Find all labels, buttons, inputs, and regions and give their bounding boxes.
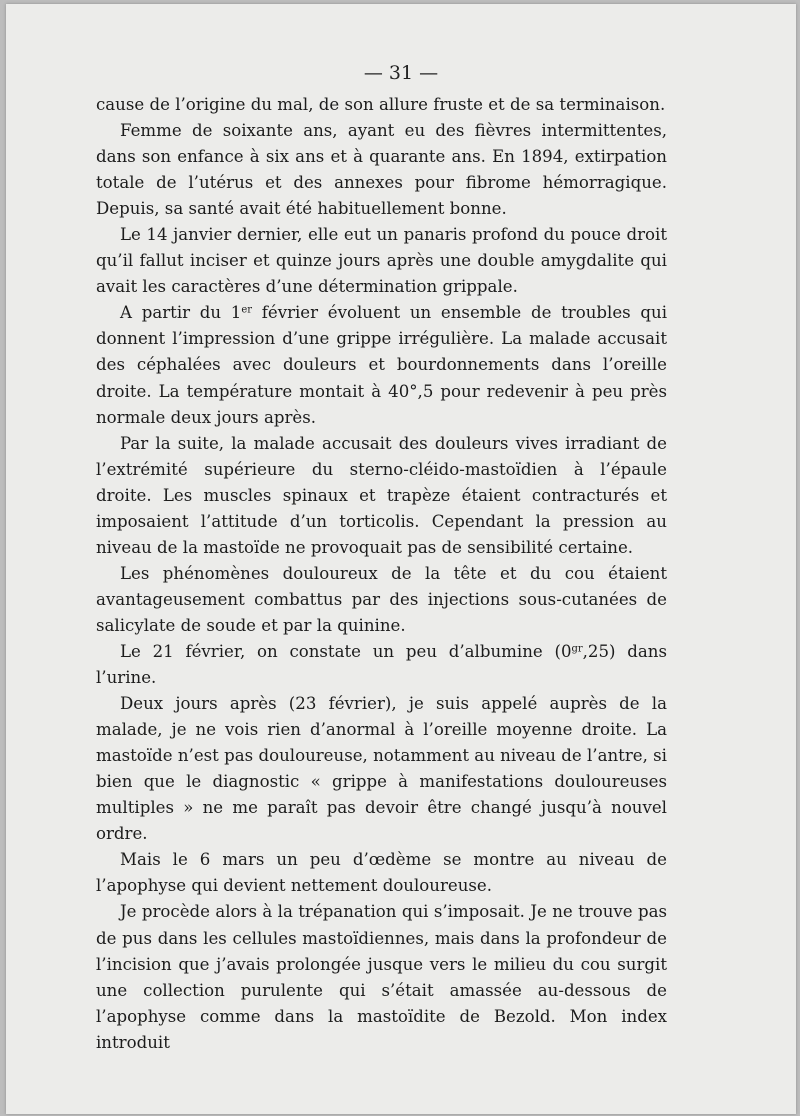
unit-superscript: gr	[571, 643, 583, 655]
paragraph-5: Par la suite, la malade accusait des douleurs vives irradiant de l’extrémité supérieure du sterno-cléido-mastoïdien à l’épaule droite. Les muscles spinaux et trapèze étaient contracturés et imposaient l’attitude d’un torticolis. Cependant la pression au niveau de la mastoïde ne provoquait pas de sensibilité certaine.	[96, 433, 667, 557]
ordinal-superscript: er	[241, 304, 253, 316]
paragraph-3: Le 14 janvier dernier, elle eut un panaris profond du pouce droit qu’il fallut inciser et quinze jours après une double amygdalite qui avait les caractères d’une détermination grippale.	[96, 225, 667, 297]
paragraph-4-after: février évoluent un ensemble de troubles qui donnent l’impression d’une grippe irrégulière. La malade accusait des céphalées avec douleurs et bourdonnements dans l’oreille droite. La température montait à 40°,5 pour redevenir à peu près normale deux jours après.	[96, 303, 667, 427]
paragraph-1: cause de l’origine du mal, de son allure fruste et de sa terminaison.	[96, 95, 666, 114]
paragraph-8: Deux jours après (23 février), je suis appelé auprès de la malade, je ne vois rien d’anormal à l’oreille moyenne droite. La mastoïde n’est pas douloureuse, notamment au niveau de l’antre, si bien que le diagnostic « grippe à manifestations douloureuses multiples » ne me paraît pas devoir être changé jusqu’à nouvel ordre.	[96, 694, 667, 844]
page-number: — 31 —	[363, 62, 439, 84]
paragraph-9: Mais le 6 mars un peu d’œdème se montre au niveau de l’apophyse qui devient nettement douloureuse.	[96, 850, 667, 896]
paragraph-4	[96, 300, 667, 430]
paragraph-2: Femme de soixante ans, ayant eu des fièvres intermittentes, dans son enfance à six ans et à quarante ans. En 1894, extirpation totale de l’utérus et des annexes pour fibrome hémorragique. Depuis, sa santé avait été habituellement bonne.	[96, 121, 667, 219]
paragraph-10: Je procède alors à la trépanation qui s’imposait. Je ne trouve pas de pus dans les cellules mastoïdiennes, mais dans la profondeur de l’incision que j’avais prolongée jusque vers le milieu du cou surgit une collection purulente qui s’était amassée au-dessous de l’apophyse comme dans la mastoïdite de Bezold. Mon index introduit	[96, 902, 667, 1052]
book-page	[6, 4, 796, 1114]
body-text	[96, 92, 667, 1056]
paragraph-4-before: A partir du 1	[120, 303, 242, 323]
paragraph-7-before: Le 21 février, on constate un peu d’albumine (0	[120, 641, 572, 661]
paragraph-6: Les phénomènes douloureux de la tête et du cou étaient avantageusement combattus par des injections sous-cutanées de salicylate de soude et par la quinine.	[96, 563, 667, 635]
paragraph-7-after: ,25) dans l’urine.	[96, 641, 667, 688]
paragraph-7	[96, 639, 667, 691]
